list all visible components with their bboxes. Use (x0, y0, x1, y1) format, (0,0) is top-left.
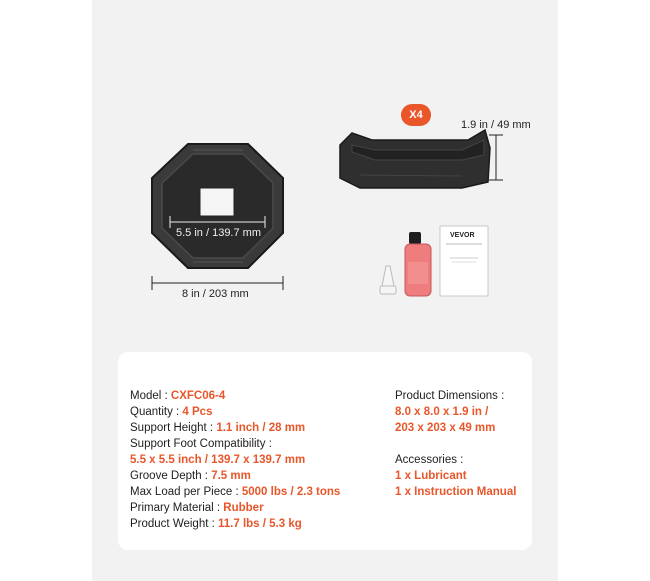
spec-accessory-lubricant: 1 x Lubricant (395, 470, 467, 482)
spec-accessories-label: Accessories : (395, 454, 464, 466)
spec-support-height: Support Height : 1.1 inch / 28 mm (130, 422, 306, 434)
spec-model: Model : CXFC06-4 (130, 390, 226, 402)
spec-max-load: Max Load per Piece : 5000 lbs / 2.3 tons (130, 486, 341, 498)
spec-dimensions-value-1: 8.0 x 8.0 x 1.9 in / (395, 406, 489, 418)
lubricant-bottle-image (380, 232, 431, 296)
height-dimension-label: 1.9 in / 49 mm (461, 119, 531, 131)
manual-brand-label: VEVOR (450, 232, 475, 239)
spec-foot-compat-value: 5.5 x 5.5 inch / 139.7 x 139.7 mm (130, 454, 306, 466)
spec-accessory-manual: 1 x Instruction Manual (395, 486, 517, 498)
spec-dimensions-value-2: 203 x 203 x 49 mm (395, 422, 496, 434)
spec-foot-compat-label: Support Foot Compatibility : (130, 438, 272, 450)
spec-list-right (395, 388, 516, 500)
spec-dimensions-label: Product Dimensions : (395, 390, 505, 402)
side-view-pad-image (340, 130, 503, 188)
spec-list-left (130, 388, 340, 532)
inner-dimension-label: 5.5 in / 139.7 mm (176, 227, 261, 239)
spacer (395, 436, 516, 452)
spec-material: Primary Material : Rubber (130, 502, 264, 514)
spec-quantity: Quantity : 4 Pcs (130, 406, 213, 418)
outer-dimension-label: 8 in / 203 mm (182, 288, 249, 300)
quantity-badge: X4 (401, 104, 431, 126)
spec-groove-depth: Groove Depth : 7.5 mm (130, 470, 251, 482)
spec-weight: Product Weight : 11.7 lbs / 5.3 kg (130, 518, 302, 530)
specification-card (118, 352, 532, 550)
